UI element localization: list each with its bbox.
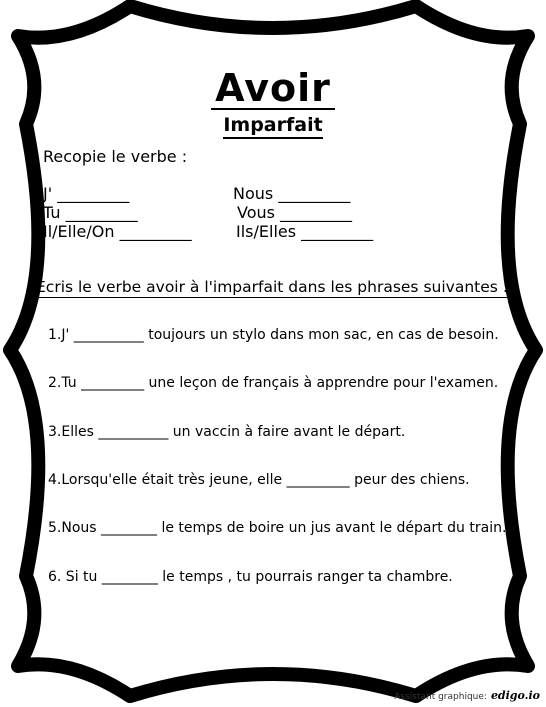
copy-prompt: Recopie le verbe : — [43, 147, 188, 166]
sentence-6: 6. Si tu ________ le temps , tu pourrais ranger ta chambre. — [48, 569, 453, 585]
footer-brand: edigo.io — [490, 689, 540, 702]
worksheet-title: Avoir — [0, 66, 546, 110]
sentence-5: 5.Nous ________ le temps de boire un jus avant le départ du train. — [48, 520, 507, 536]
footer-label: Assistant graphique: — [394, 692, 487, 702]
sentence-4: 4.Lorsqu'elle était très jeune, elle _________ peur des chiens. — [48, 472, 470, 488]
footer-credit — [394, 689, 540, 702]
conjugation-line-il: Il/Elle/On _________ — [43, 222, 192, 241]
conjugation-line-nous: Nous _________ — [233, 184, 351, 203]
conjugation-line-ils: Ils/Elles _________ — [236, 222, 374, 241]
sentence-2: 2.Tu _________ une leçon de français à apprendre pour l'examen. — [48, 375, 499, 391]
sentence-1: 1.J' __________ toujours un stylo dans mon sac, en cas de besoin. — [48, 327, 499, 343]
conjugation-line-je: J' _________ — [43, 184, 130, 203]
conjugation-line-tu: Tu _________ — [43, 203, 138, 222]
conjugation-line-vous: Vous _________ — [237, 203, 353, 222]
worksheet-subtitle: Imparfait — [0, 113, 546, 139]
sentence-3: 3.Elles __________ un vaccin à faire avant le départ. — [48, 424, 406, 440]
exercise-instruction: Écris le verbe avoir à l'imparfait dans les phrases suivantes : — [36, 278, 508, 296]
